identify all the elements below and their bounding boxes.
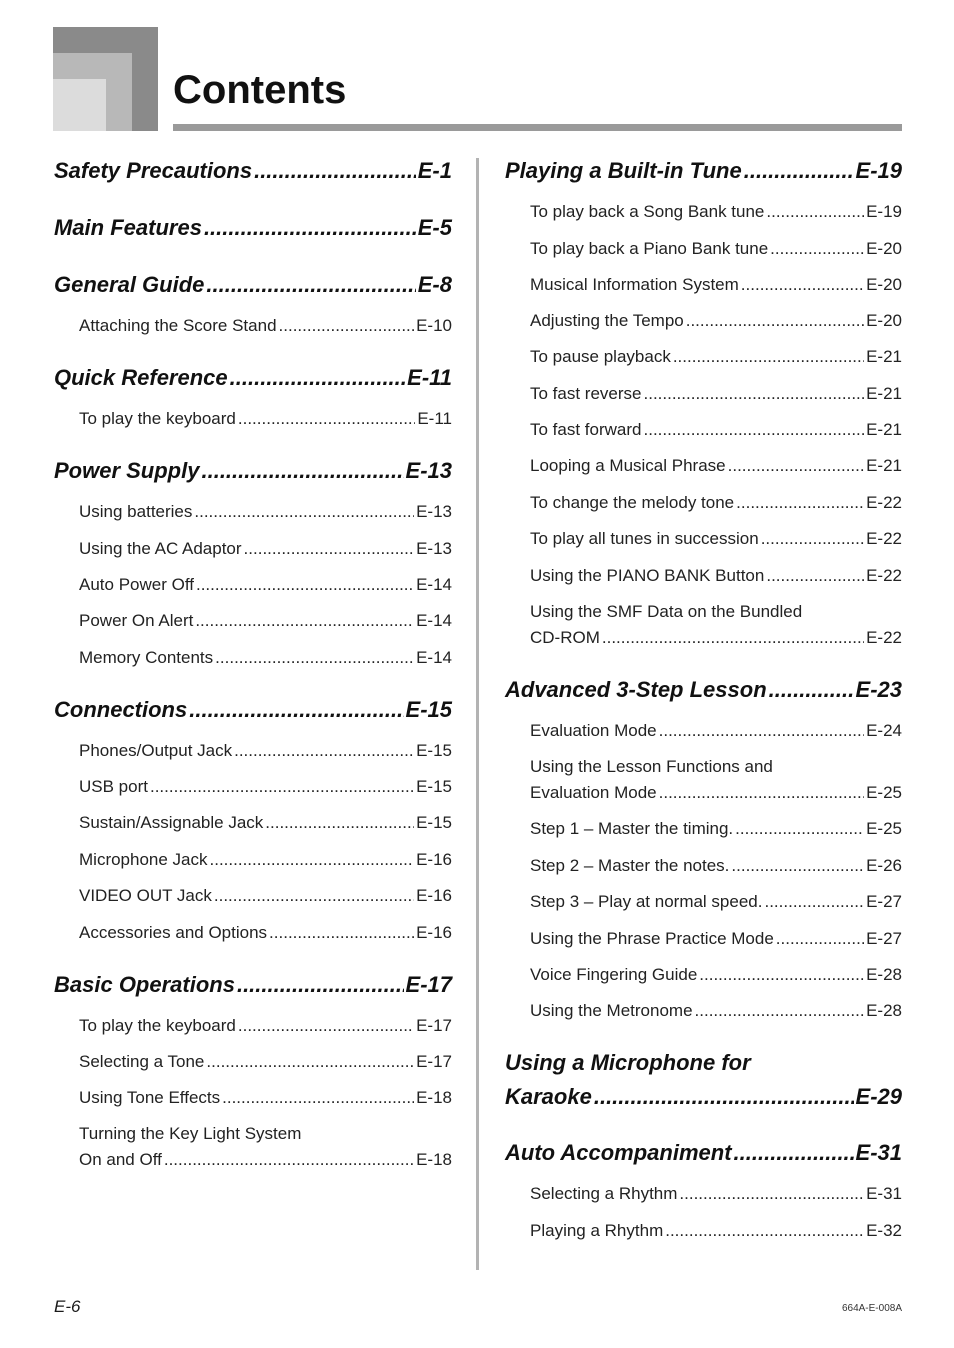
toc-page-number: E-16 xyxy=(416,850,452,869)
toc-subsection[interactable] xyxy=(79,1085,452,1111)
dot-leader xyxy=(164,1147,414,1173)
dot-leader xyxy=(673,344,864,370)
toc-page-number: E-27 xyxy=(866,892,902,911)
toc-entry-label-line1: Turning the Key Light System xyxy=(79,1124,302,1143)
toc-entry-label: Sustain/Assignable Jack xyxy=(79,813,264,832)
toc-subsection[interactable] xyxy=(79,536,452,562)
dot-leader xyxy=(234,738,414,764)
dot-leader xyxy=(644,381,865,407)
dot-leader xyxy=(769,674,854,706)
toc-subsection[interactable] xyxy=(530,417,902,443)
dot-leader xyxy=(244,536,415,562)
toc-entry-label: Playing a Rhythm xyxy=(530,1221,664,1240)
dot-leader xyxy=(210,847,415,873)
dot-leader xyxy=(770,236,864,262)
dot-leader xyxy=(195,608,414,634)
dot-leader xyxy=(659,718,864,744)
toc-page-number: E-11 xyxy=(407,365,452,390)
toc-entry-label: To fast reverse xyxy=(530,384,642,403)
toc-entry-label: To fast forward xyxy=(530,420,642,439)
dot-leader xyxy=(679,1181,864,1207)
toc-subsection[interactable] xyxy=(530,344,902,370)
toc-page-number: E-13 xyxy=(416,539,452,558)
dot-leader xyxy=(766,563,864,589)
toc-page-number: E-24 xyxy=(866,721,902,740)
toc-section[interactable] xyxy=(54,455,452,487)
toc-section[interactable] xyxy=(505,1081,902,1113)
toc-page-number: E-15 xyxy=(416,741,452,760)
toc-page-number: E-28 xyxy=(866,1001,902,1020)
dot-leader xyxy=(201,455,403,487)
toc-page-number: E-25 xyxy=(866,783,902,802)
toc-page-number: E-17 xyxy=(416,1016,452,1035)
toc-entry-label: Phones/Output Jack xyxy=(79,741,233,760)
toc-subsection[interactable] xyxy=(530,998,902,1024)
toc-section[interactable] xyxy=(54,362,452,394)
toc-entry-label: Using the PIANO BANK Button xyxy=(530,566,765,585)
toc-section[interactable] xyxy=(54,212,452,244)
toc-page-number: E-13 xyxy=(416,502,452,521)
dot-leader xyxy=(735,816,864,842)
toc-subsection[interactable] xyxy=(530,453,902,479)
toc-entry-label: Adjusting the Tempo xyxy=(530,311,684,330)
toc-subsection[interactable] xyxy=(530,1218,902,1244)
toc-entry-label: Advanced 3-Step Lesson xyxy=(505,677,767,702)
dot-leader xyxy=(695,998,865,1024)
dot-leader xyxy=(644,417,865,443)
toc-page-number: E-22 xyxy=(866,628,902,647)
dot-leader xyxy=(189,694,403,726)
toc-page-number: E-18 xyxy=(416,1150,452,1169)
dot-leader xyxy=(238,406,415,432)
toc-page-number: E-25 xyxy=(866,819,902,838)
toc-page-number: E-15 xyxy=(416,777,452,796)
page-title: Contents xyxy=(173,68,347,112)
toc-entry-label-line1: Using the SMF Data on the Bundled xyxy=(530,602,803,621)
toc-page-number: E-14 xyxy=(416,575,452,594)
dot-leader xyxy=(150,774,414,800)
toc-page-number: E-17 xyxy=(405,972,452,997)
toc-page-number: E-18 xyxy=(416,1088,452,1107)
toc-page-number: E-11 xyxy=(417,409,452,428)
toc-entry-label: To play the keyboard xyxy=(79,1016,236,1035)
toc-entry-label: Karaoke xyxy=(505,1084,592,1109)
toc-subsection[interactable] xyxy=(79,847,452,873)
toc-subsection[interactable] xyxy=(530,236,902,262)
toc-page-number: E-27 xyxy=(866,929,902,948)
dot-leader xyxy=(594,1081,854,1113)
toc-entry-label: To pause playback xyxy=(530,347,671,366)
toc-subsection[interactable] xyxy=(530,889,902,915)
toc-section[interactable] xyxy=(505,674,902,706)
toc-page-number: E-20 xyxy=(866,239,902,258)
toc-entry-label: CD-ROM xyxy=(530,628,600,647)
toc-page-number: E-21 xyxy=(866,384,902,403)
toc-entry-label: Memory Contents xyxy=(79,648,214,667)
toc-subsection[interactable] xyxy=(530,962,902,988)
column-divider xyxy=(476,158,479,1270)
toc-subsection[interactable] xyxy=(530,1181,902,1207)
dot-leader xyxy=(279,313,415,339)
toc-page-number: E-15 xyxy=(416,813,452,832)
dot-leader xyxy=(194,499,414,525)
toc-entry-label: Microphone Jack xyxy=(79,850,208,869)
toc-subsection[interactable] xyxy=(79,738,452,764)
toc-subsection[interactable] xyxy=(79,1013,452,1039)
toc-page-number: E-16 xyxy=(416,923,452,942)
toc-subsection[interactable] xyxy=(79,920,452,946)
toc-subsection[interactable] xyxy=(79,608,452,634)
toc-subsection[interactable] xyxy=(530,718,902,744)
toc-entry-label: Selecting a Tone xyxy=(79,1052,205,1071)
toc-entry-label: General Guide xyxy=(54,272,205,297)
title-rule xyxy=(173,124,902,131)
toc-page-number: E-22 xyxy=(866,566,902,585)
toc-entry-label: Quick Reference xyxy=(54,365,228,390)
toc-page-number: E-26 xyxy=(866,856,902,875)
toc-page-number: E-22 xyxy=(866,529,902,548)
dot-leader xyxy=(269,920,414,946)
toc-subsection[interactable] xyxy=(530,490,902,516)
toc-section[interactable] xyxy=(54,969,452,1001)
toc-subsection[interactable] xyxy=(79,572,452,598)
dot-leader xyxy=(265,810,414,836)
toc-entry-label: Auto Power Off xyxy=(79,575,194,594)
toc-entry-label: Accessories and Options xyxy=(79,923,268,942)
dot-leader xyxy=(222,1085,414,1111)
dot-leader xyxy=(761,526,864,552)
toc-entry-label: VIDEO OUT Jack xyxy=(79,886,212,905)
toc-subsection[interactable] xyxy=(530,526,902,552)
dot-leader xyxy=(196,572,414,598)
toc-section[interactable] xyxy=(54,155,452,187)
toc-page-number: E-14 xyxy=(416,611,452,630)
page-number: E-6 xyxy=(54,1297,81,1316)
dot-leader xyxy=(728,453,864,479)
dot-leader xyxy=(237,969,404,1001)
toc-subsection[interactable] xyxy=(79,883,452,909)
toc-page-number: E-14 xyxy=(416,648,452,667)
toc-subsection[interactable] xyxy=(79,1147,452,1173)
toc-entry-label: To play all tunes in succession xyxy=(530,529,759,548)
toc-page-number: E-19 xyxy=(866,202,902,221)
dot-leader xyxy=(736,490,864,516)
toc-subsection[interactable] xyxy=(79,1049,452,1075)
toc-page-number: E-20 xyxy=(866,311,902,330)
dot-leader xyxy=(766,199,864,225)
dot-leader xyxy=(699,962,864,988)
toc-entry-label: Playing a Built-in Tune xyxy=(505,158,742,183)
toc-page-number: E-19 xyxy=(855,158,902,183)
dot-leader xyxy=(230,362,406,394)
dot-leader xyxy=(665,1218,864,1244)
toc-entry-label-line1: Using a Microphone for xyxy=(505,1050,751,1075)
toc-page-number: E-16 xyxy=(416,886,452,905)
dot-leader xyxy=(659,780,864,806)
toc-subsection[interactable] xyxy=(79,499,452,525)
toc-section[interactable] xyxy=(505,155,902,187)
toc-entry-label: Looping a Musical Phrase xyxy=(530,456,726,475)
toc-entry-label: Using the Metronome xyxy=(530,1001,693,1020)
toc-entry-label: Using batteries xyxy=(79,502,193,521)
toc-page-number: E-32 xyxy=(866,1221,902,1240)
toc-page-number: E-21 xyxy=(866,420,902,439)
toc-page-number: E-23 xyxy=(855,677,902,702)
dot-leader xyxy=(741,272,864,298)
toc-entry-label: On and Off xyxy=(79,1150,162,1169)
toc-page-number: E-20 xyxy=(866,275,902,294)
toc-entry-label: To change the melody tone xyxy=(530,493,735,512)
toc-entry-label: Using the AC Adaptor xyxy=(79,539,242,558)
toc-subsection[interactable] xyxy=(530,272,902,298)
toc-section[interactable] xyxy=(54,694,452,726)
toc-page-number: E-21 xyxy=(866,347,902,366)
toc-page-number: E-8 xyxy=(417,272,452,297)
toc-subsection[interactable] xyxy=(530,926,902,952)
toc-subsection[interactable] xyxy=(530,853,902,879)
toc-subsection[interactable] xyxy=(79,406,452,432)
toc-entry-label: Voice Fingering Guide xyxy=(530,965,698,984)
toc-entry-label: Power Supply xyxy=(54,458,200,483)
dot-leader xyxy=(204,212,416,244)
toc-entry-label: Using Tone Effects xyxy=(79,1088,221,1107)
toc-subsection[interactable] xyxy=(79,810,452,836)
toc-entry-label: Step 2 – Master the notes. xyxy=(530,856,730,875)
toc-entry-label: Evaluation Mode xyxy=(530,783,657,802)
toc-page-number: E-31 xyxy=(866,1184,902,1203)
toc-entry-label: Connections xyxy=(54,697,188,722)
dot-leader xyxy=(776,926,864,952)
toc-page-number: E-29 xyxy=(855,1084,902,1109)
toc-section[interactable] xyxy=(54,269,452,301)
toc-subsection[interactable] xyxy=(530,563,902,589)
dot-leader xyxy=(602,625,864,651)
toc-subsection[interactable] xyxy=(530,625,902,651)
toc-entry-label: Step 3 – Play at normal speed. xyxy=(530,892,763,911)
toc-page-number: E-15 xyxy=(405,697,452,722)
toc-subsection[interactable] xyxy=(530,780,902,806)
dot-leader xyxy=(206,269,415,301)
toc-entry-label: Using the Phrase Practice Mode xyxy=(530,929,774,948)
toc-entry-label: Auto Accompaniment xyxy=(505,1140,732,1165)
toc-entry-label: Basic Operations xyxy=(54,972,235,997)
toc-subsection[interactable] xyxy=(79,774,452,800)
toc-entry-label: To play back a Song Bank tune xyxy=(530,202,765,221)
dot-leader xyxy=(214,883,414,909)
toc-page-number: E-21 xyxy=(866,456,902,475)
toc-entry-label: Safety Precautions xyxy=(54,158,253,183)
dot-leader xyxy=(238,1013,414,1039)
toc-entry-label-line1: Using the Lesson Functions and xyxy=(530,757,773,776)
toc-page-number: E-28 xyxy=(866,965,902,984)
toc-page-number: E-13 xyxy=(405,458,452,483)
toc-page-number: E-1 xyxy=(417,158,452,183)
toc-entry-label: To play the keyboard xyxy=(79,409,236,428)
toc-entry-label: Power On Alert xyxy=(79,611,194,630)
toc-page-number: E-10 xyxy=(416,316,452,335)
dot-leader xyxy=(731,853,864,879)
toc-entry-label: Evaluation Mode xyxy=(530,721,657,740)
toc-entry-label: To play back a Piano Bank tune xyxy=(530,239,769,258)
toc-page-number: E-31 xyxy=(855,1140,902,1165)
dot-leader xyxy=(734,1137,854,1169)
toc-subsection[interactable] xyxy=(530,381,902,407)
toc-subsection[interactable] xyxy=(530,199,902,225)
toc-entry-label: Step 1 – Master the timing. xyxy=(530,819,734,838)
dot-leader xyxy=(744,155,854,187)
toc-page-number: E-22 xyxy=(866,493,902,512)
toc-entry-label: Selecting a Rhythm xyxy=(530,1184,678,1203)
toc-entry-label: Musical Information System xyxy=(530,275,739,294)
document-code: 664A-E-008A xyxy=(841,1303,902,1314)
toc-section[interactable] xyxy=(505,1137,902,1169)
corner-decoration-inner xyxy=(53,79,106,131)
dot-leader xyxy=(215,645,414,671)
toc-entry-label: USB port xyxy=(79,777,148,796)
toc-entry-label: Main Features xyxy=(54,215,202,240)
toc-page-number: E-5 xyxy=(417,215,452,240)
toc-page-number: E-17 xyxy=(416,1052,452,1071)
toc-subsection[interactable] xyxy=(79,645,452,671)
toc-entry-label: Attaching the Score Stand xyxy=(79,316,277,335)
dot-leader xyxy=(254,155,416,187)
toc-subsection[interactable] xyxy=(530,308,902,334)
dot-leader xyxy=(686,308,864,334)
toc-subsection[interactable] xyxy=(530,816,902,842)
toc-subsection[interactable] xyxy=(79,313,452,339)
dot-leader xyxy=(206,1049,414,1075)
dot-leader xyxy=(764,889,864,915)
